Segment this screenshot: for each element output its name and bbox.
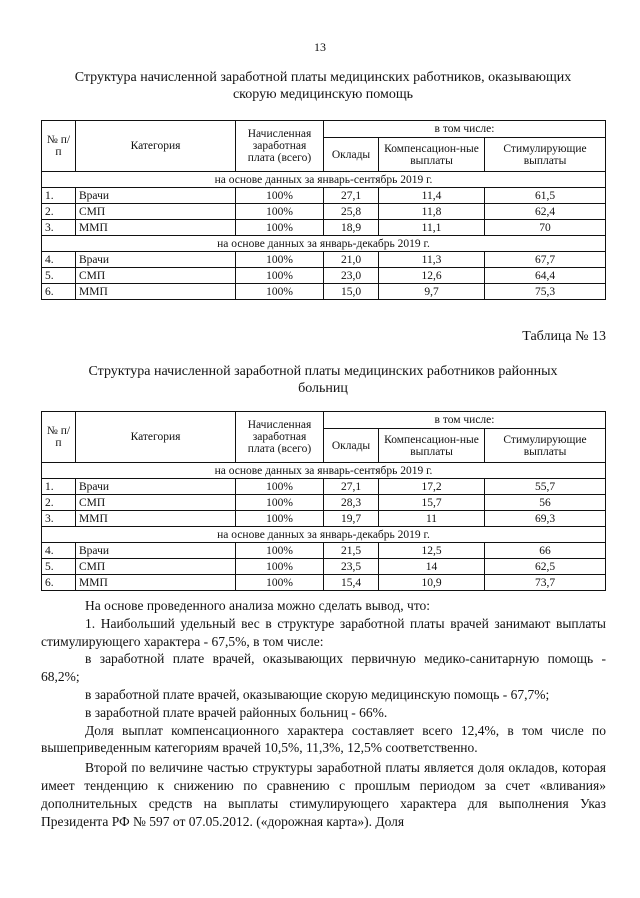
table-row: [42, 543, 606, 559]
row-compensation: 11,8: [379, 204, 485, 220]
row-compensation: 12,6: [379, 268, 485, 284]
table-row: [42, 511, 606, 527]
row-incentive: 56: [485, 495, 606, 511]
section-label: на основе данных за январь-декабрь 2019 г.: [42, 527, 606, 543]
row-compensation: 11,1: [379, 220, 485, 236]
row-salary: 27,1: [324, 188, 379, 204]
paragraph-primary-care: в заработной плате врачей, оказывающих первичную медико-санитарную помощь - 68,2%;: [41, 651, 606, 685]
header-num: № п/п: [42, 121, 76, 172]
row-number: 6.: [42, 575, 76, 591]
row-salary: 28,3: [324, 495, 379, 511]
header-accrued: Начисленная заработная плата (всего): [236, 412, 324, 463]
section-label: на основе данных за январь-сентябрь 2019 г.: [42, 172, 606, 188]
conclusion-text: [41, 597, 606, 830]
row-salary: 21,0: [324, 252, 379, 268]
row-total: 100%: [236, 559, 324, 575]
table-row: [42, 559, 606, 575]
header-compensation: Компенсацион-ные выплаты: [379, 138, 485, 172]
section-label: на основе данных за январь-декабрь 2019 г.: [42, 236, 606, 252]
section-row: [42, 236, 606, 252]
table-row: [42, 495, 606, 511]
header-incentive: Стимулирующие выплаты: [485, 429, 606, 463]
header-category: Категория: [76, 121, 236, 172]
row-salary: 23,0: [324, 268, 379, 284]
page-number: 13: [314, 40, 326, 54]
row-compensation: 11,3: [379, 252, 485, 268]
row-salary: 23,5: [324, 559, 379, 575]
row-number: 1.: [42, 479, 76, 495]
row-total: 100%: [236, 479, 324, 495]
row-incentive: 62,4: [485, 204, 606, 220]
paragraph-1: 1. Наибольший удельный вес в структуре заработной платы врачей занимают выплаты стимулирующего характера - 67,5%, в том числе:: [41, 615, 606, 649]
header-salary: Оклады: [324, 429, 379, 463]
table-row: [42, 204, 606, 220]
row-salary: 18,9: [324, 220, 379, 236]
table1: [41, 120, 606, 300]
row-compensation: 11: [379, 511, 485, 527]
row-compensation: 11,4: [379, 188, 485, 204]
table2-title-line1: Структура начисленной заработной платы медицинских работников районных: [88, 364, 558, 379]
row-salary: 25,8: [324, 204, 379, 220]
row-salary: 15,4: [324, 575, 379, 591]
row-compensation: 12,5: [379, 543, 485, 559]
row-total: 100%: [236, 495, 324, 511]
row-number: 6.: [42, 284, 76, 300]
row-category: СМП: [76, 495, 236, 511]
table1-title: [40, 69, 606, 103]
paragraph-salaries: Второй по величине частью структуры заработной платы является доля окладов, которая имеет тенденцию к снижению по сравнению с прошлым периодом за счет «вливания» дополнительных средств на выплаты стимулирующего характера для выполнения Указ Президента РФ № 597 от 07.05.2012. («дорожная карта»). Доля: [41, 760, 606, 829]
table-row: [42, 284, 606, 300]
header-incentive: Стимулирующие выплаты: [485, 138, 606, 172]
row-salary: 27,1: [324, 479, 379, 495]
row-incentive: 70: [485, 220, 606, 236]
row-category: Врачи: [76, 188, 236, 204]
paragraph-district: в заработной плате врачей районных больниц - 66%.: [85, 704, 388, 720]
row-number: 2.: [42, 495, 76, 511]
row-category: СМП: [76, 559, 236, 575]
row-category: Врачи: [76, 252, 236, 268]
row-incentive: 66: [485, 543, 606, 559]
paragraph-intro: На основе проведенного анализа можно сделать вывод, что:: [85, 598, 431, 613]
table-row: [42, 252, 606, 268]
row-total: 100%: [236, 204, 324, 220]
section-row: [42, 172, 606, 188]
section-row: [42, 527, 606, 543]
table-row: [42, 575, 606, 591]
table2-title: [40, 363, 606, 397]
row-number: 1.: [42, 188, 76, 204]
row-incentive: 67,7: [485, 252, 606, 268]
row-incentive: 69,3: [485, 511, 606, 527]
row-category: ММП: [76, 511, 236, 527]
paragraph-ambulance: в заработной плате врачей, оказывающие скорую медицинскую помощь - 67,7%;: [85, 686, 550, 702]
row-salary: 21,5: [324, 543, 379, 559]
row-category: Врачи: [76, 543, 236, 559]
header-category: Категория: [76, 412, 236, 463]
header-num: № п/п: [42, 412, 76, 463]
row-number: 2.: [42, 204, 76, 220]
row-total: 100%: [236, 252, 324, 268]
row-incentive: 64,4: [485, 268, 606, 284]
header-including: в том числе:: [324, 121, 606, 138]
section-row: [42, 463, 606, 479]
table2-caption: Таблица № 13: [522, 329, 606, 344]
row-incentive: 61,5: [485, 188, 606, 204]
row-category: СМП: [76, 204, 236, 220]
row-total: 100%: [236, 188, 324, 204]
table-row: [42, 188, 606, 204]
row-total: 100%: [236, 220, 324, 236]
row-category: ММП: [76, 575, 236, 591]
row-compensation: 10,9: [379, 575, 485, 591]
section-label: на основе данных за январь-сентябрь 2019 г.: [42, 463, 606, 479]
table1-title-line2: скорую медицинскую помощь: [232, 87, 414, 102]
row-incentive: 73,7: [485, 575, 606, 591]
row-total: 100%: [236, 268, 324, 284]
row-category: ММП: [76, 284, 236, 300]
table-row: [42, 479, 606, 495]
header-including: в том числе:: [324, 412, 606, 429]
row-number: 3.: [42, 220, 76, 236]
row-compensation: 9,7: [379, 284, 485, 300]
row-total: 100%: [236, 575, 324, 591]
table-row: [42, 268, 606, 284]
header-salary: Оклады: [324, 138, 379, 172]
row-incentive: 62,5: [485, 559, 606, 575]
paragraph-compensation: Доля выплат компенсационного характера составляет всего 12,4%, в том числе по вышеприведенным категориям врачей 10,5%, 11,3%, 12,5% соответственно.: [41, 722, 606, 756]
row-number: 4.: [42, 543, 76, 559]
header-accrued: Начисленная заработная плата (всего): [236, 121, 324, 172]
row-total: 100%: [236, 511, 324, 527]
row-salary: 15,0: [324, 284, 379, 300]
row-number: 5.: [42, 268, 76, 284]
table1-title-line1: Структура начисленной заработной платы медицинских работников, оказывающих: [74, 70, 572, 85]
row-total: 100%: [236, 543, 324, 559]
header-compensation: Компенсацион-ные выплаты: [379, 429, 485, 463]
row-salary: 19,7: [324, 511, 379, 527]
row-category: СМП: [76, 268, 236, 284]
row-incentive: 55,7: [485, 479, 606, 495]
row-number: 5.: [42, 559, 76, 575]
row-incentive: 75,3: [485, 284, 606, 300]
row-compensation: 17,2: [379, 479, 485, 495]
row-number: 3.: [42, 511, 76, 527]
row-category: ММП: [76, 220, 236, 236]
table2-title-line2: больниц: [298, 381, 348, 396]
table-row: [42, 220, 606, 236]
row-total: 100%: [236, 284, 324, 300]
row-number: 4.: [42, 252, 76, 268]
table2: [41, 411, 606, 591]
row-compensation: 14: [379, 559, 485, 575]
row-compensation: 15,7: [379, 495, 485, 511]
row-category: Врачи: [76, 479, 236, 495]
